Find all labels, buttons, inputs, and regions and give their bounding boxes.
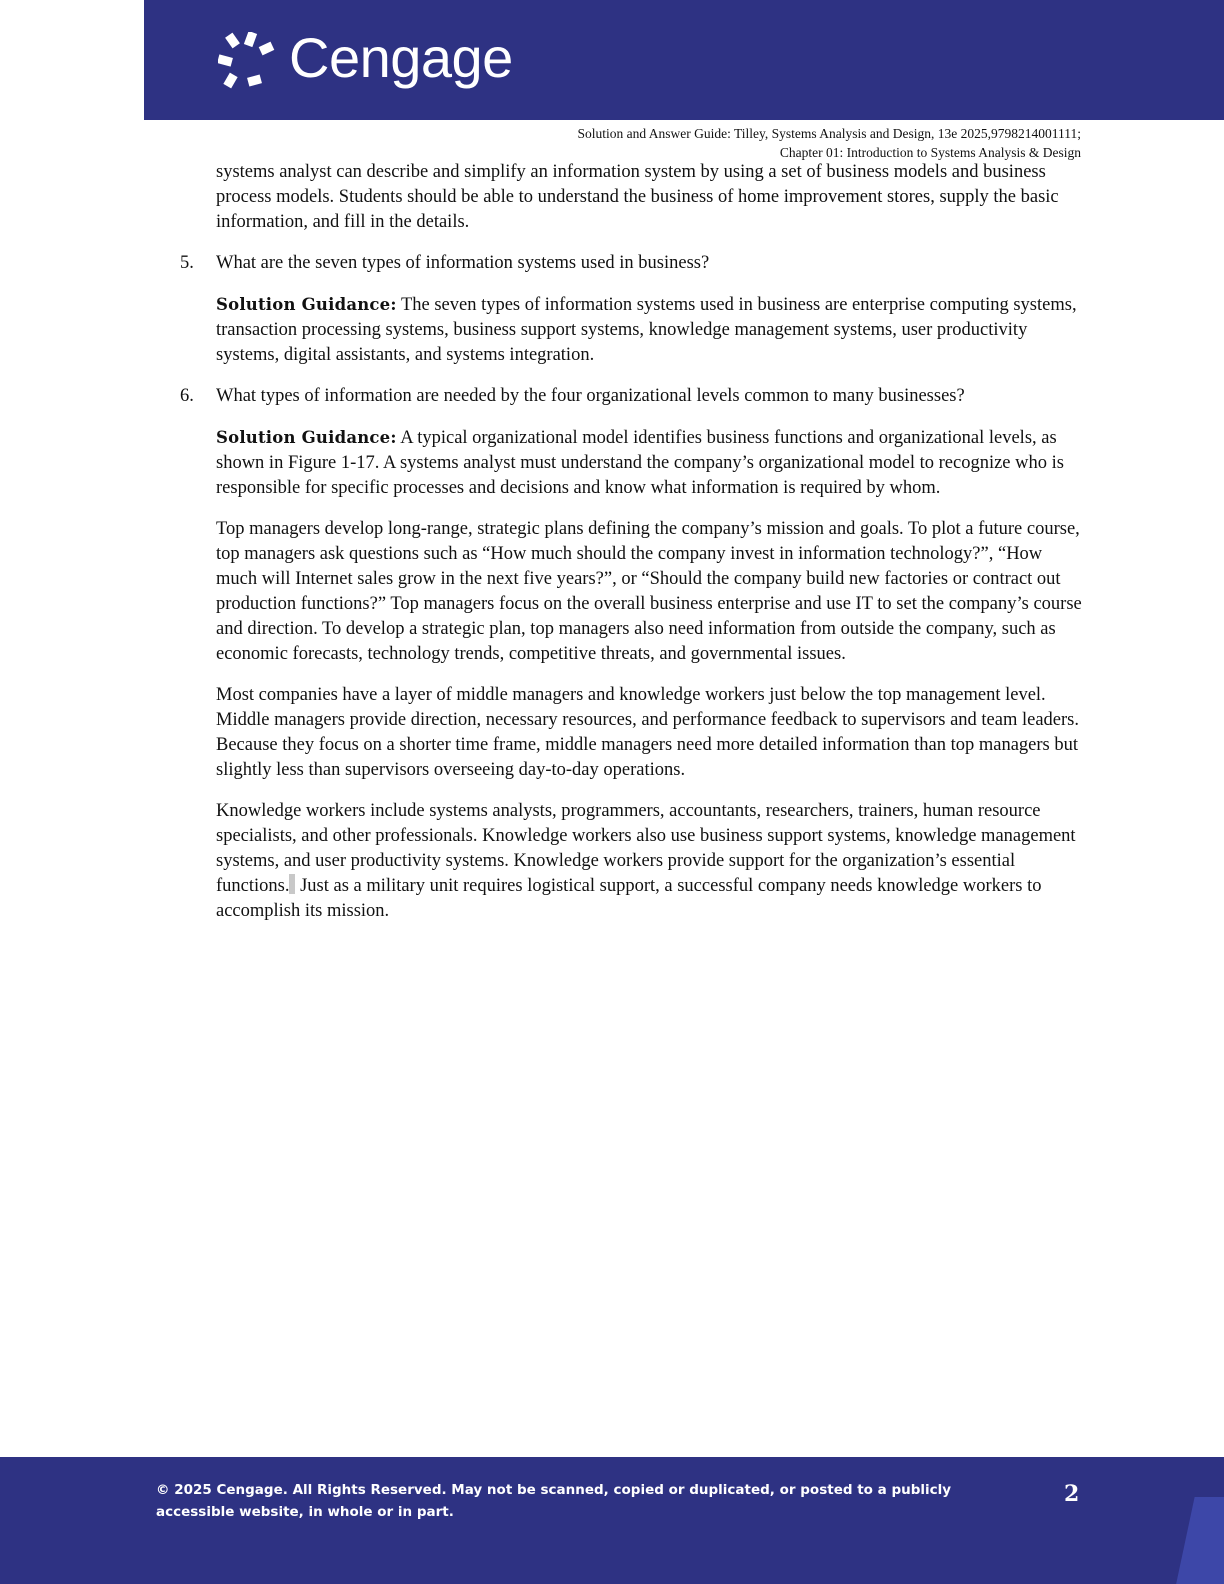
- solution-guidance-label: Solution Guidance:: [216, 295, 397, 314]
- running-head: [577, 124, 1081, 162]
- continuation-paragraph: systems analyst can describe and simplify an information system by using a set of business models and business process models. Students should be able to understand the business of home improvement stores, supply the basic information, and fill in the details.: [216, 162, 1059, 232]
- copyright-notice: © 2025 Cengage. All Rights Reserved. May not be scanned, copied or duplicated, or posted to a publicly accessible website, in whole or in part.: [156, 1482, 952, 1520]
- page-number: 2: [1064, 1481, 1080, 1507]
- document-body: [180, 160, 1082, 940]
- brand-wordmark: Cengage: [289, 26, 513, 89]
- question-5: [180, 251, 1082, 276]
- knowledge-workers-text-a: Knowledge workers include systems analysts, programmers, accountants, researchers, trainers, human resource specialists, and other professionals. Knowledge workers also use business support systems, knowledge management systems, and user productivity systems. Knowledge workers provide support for the organization’s essential functions.: [216, 801, 1076, 896]
- question-text: What types of information are needed by the four organizational levels common to many businesses?: [216, 386, 965, 406]
- running-head-line-2: Chapter 01: Introduction to Systems Analysis & Design: [779, 145, 1081, 160]
- answer-6: [216, 425, 1082, 501]
- top-managers-paragraph: Top managers develop long-range, strategic plans defining the company’s mission and goals. To plot a future course, top managers ask questions such as “How much should the company invest in information technology?”, “How much will Internet sales grow in the next five years?”, or “Should the company build new factories or contract out production functions?” Top managers focus on the overall business enterprise and use IT to set the company’s course and direction. To develop a strategic plan, top managers also need information from outside the company, such as economic forecasts, technology trends, competitive threats, and governmental issues.: [216, 519, 1082, 664]
- question-6: [180, 384, 1082, 409]
- middle-managers-paragraph: Most companies have a layer of middle managers and knowledge workers just below the top management level. Middle managers provide direction, necessary resources, and performance feedback to supervisors and team leaders. Because they focus on a shorter time frame, middle managers need more detailed information than top managers but slightly less than supervisors overseeing day-to-day operations.: [216, 685, 1079, 780]
- answer-text: A typical organizational model identifies business functions and organizational levels, as shown in Figure 1-17. A systems analyst must understand the company’s organizational model to recognize who is responsible for specific processes and decisions and know what information is required by whom.: [216, 428, 1064, 498]
- running-head-line-1: Solution and Answer Guide: Tilley, Systems Analysis and Design, 13e 2025,9798214001111;: [577, 126, 1081, 141]
- text-cursor: [289, 874, 295, 894]
- question-text: What are the seven types of information systems used in business?: [216, 253, 710, 273]
- question-number: 5.: [180, 253, 194, 273]
- knowledge-workers-paragraph: [216, 799, 1082, 924]
- header-banner: [144, 0, 1224, 120]
- answer-text: The seven types of information systems used in business are enterprise computing systems, transaction processing systems, business support systems, knowledge management systems, user productivity systems, digital assistants, and systems integration.: [216, 295, 1077, 365]
- cengage-logo-icon: [218, 32, 278, 92]
- answer-5: [216, 292, 1082, 368]
- question-number: 6.: [180, 386, 194, 406]
- footer-banner: [0, 1457, 1224, 1584]
- knowledge-workers-text-b: Just as a military unit requires logistical support, a successful company needs knowledge workers to accomplish its mission.: [216, 876, 1042, 921]
- footer-decoration: [1173, 1497, 1224, 1584]
- solution-guidance-label: Solution Guidance:: [216, 428, 397, 447]
